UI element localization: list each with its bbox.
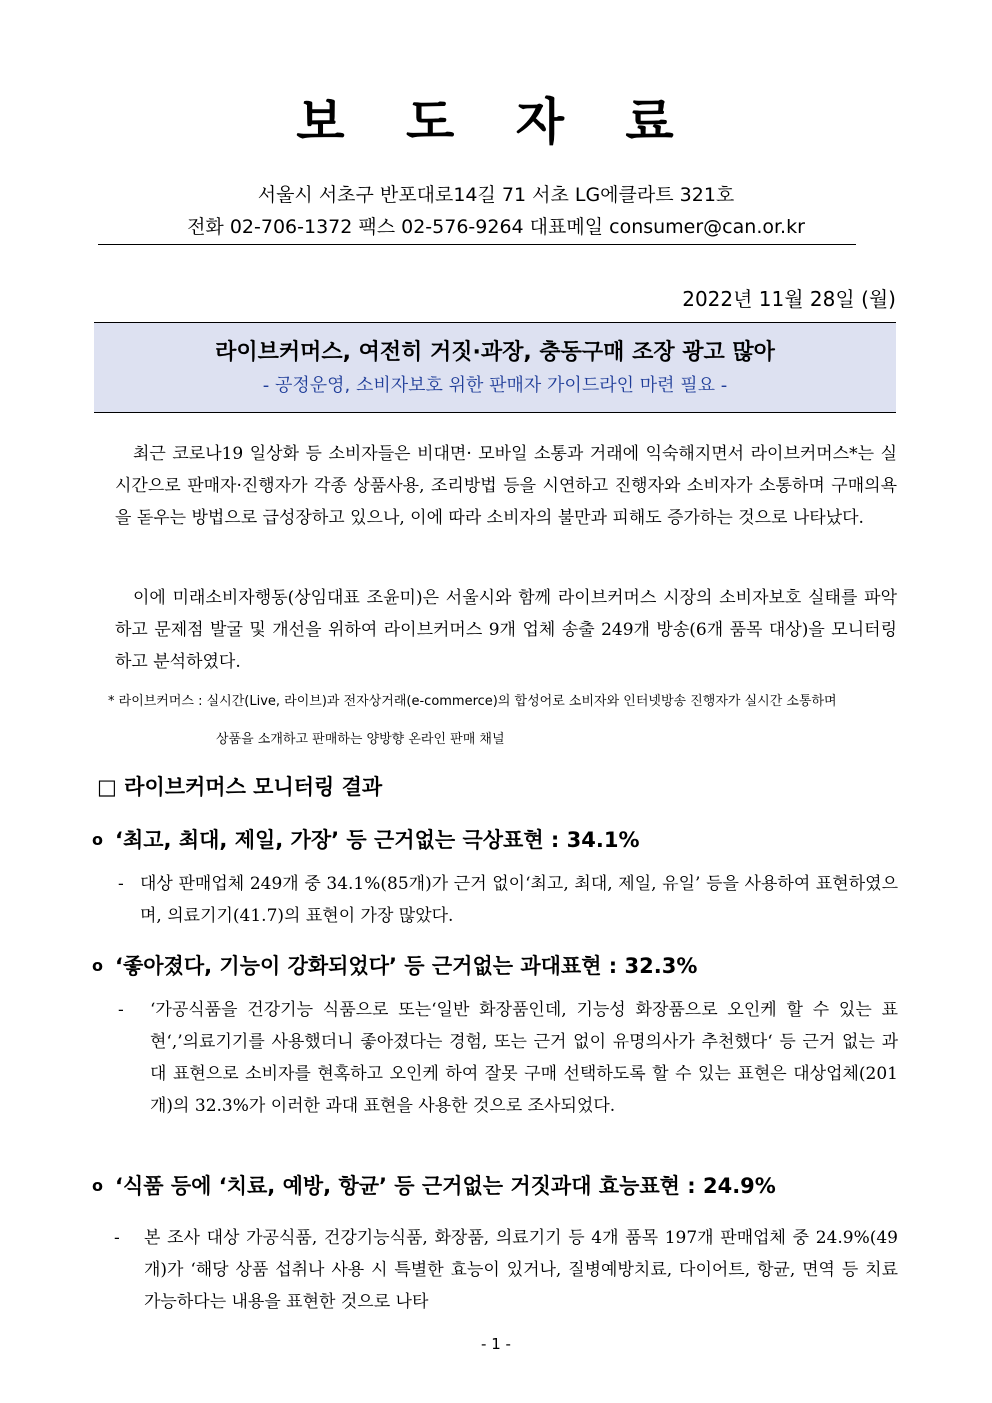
- page-number: - 1 -: [481, 1335, 511, 1353]
- finding-2-text: ‘가공식품을 건강기능 식품으로 또는‘일반 화장품인데, 기능성 화장품으로 오인케 할 수 있는 표현‘,’의료기기를 사용했더니 좋아졌다는 경험, 또는 근거 없이 유명의사가 추천했다‘ 등 근거 없는 과대 표현으로 소비자를 현혹하고 오인케 하여 잘못 구매 선택하도록 할 수 있는 표현은 대상업체(201개)의 32.3%가 이러한 과대 표현을 사용한 것으로 조사되었다.: [150, 1000, 898, 1116]
- bullet-icon: o: [92, 956, 103, 975]
- finding-2-detail: [118, 994, 898, 1122]
- headline-subtitle: - 공정운영, 소비자보호 위한 판매자 가이드라인 마련 필요 -: [262, 375, 728, 396]
- body-paragraph-1: 최근 코로나19 일상화 등 소비자들은 비대면· 모바일 소통과 거래에 익숙해지면서 라이브커머스*는 실시간으로 판매자·진행자가 각종 상품사용, 조리방법 등을 시연하고 진행자와 소비자가 소통하며 구매의욕을 돋우는 방법으로 급성장하고 있으나, 이에 따라 소비자의 불만과 피해도 증가하는 것으로 나타났다.: [115, 444, 897, 528]
- finding-1-title-text: ‘최고, 최대, 제일, 가장’ 등 근거없는 극상표현 : 34.1%: [115, 828, 640, 852]
- footnote-line-2: 상품을 소개하고 판매하는 양방향 온라인 판매 채널: [216, 732, 505, 747]
- finding-3-title-text: ‘식품 등에 ‘치료, 예방, 항균’ 등 근거없는 거짓과대 효능표현 : 24.9%: [115, 1174, 776, 1198]
- finding-3-detail: [114, 1222, 898, 1318]
- contact-info: 전화 02-706-1372 팩스 02-576-9264 대표메일 consumer@can.or.kr: [187, 216, 805, 238]
- headline-title: 라이브커머스, 여전히 거짓·과장, 충동구매 조장 광고 많아: [215, 340, 775, 365]
- body-paragraph-2: 이에 미래소비자행동(상임대표 조윤미)은 서울시와 함께 라이브커머스 시장의 소비자보호 실태를 파악하고 문제점 발굴 및 개선을 위하여 라이브커머스 9개 업체 송출 249개 방송(6개 품목 대상)을 모니터링하고 분석하였다.: [115, 588, 897, 672]
- header-divider: [98, 244, 856, 245]
- finding-2-title-text: ‘좋아졌다, 기능이 강화되었다’ 등 근거없는 과대표현 : 32.3%: [115, 954, 698, 978]
- finding-2-title: [92, 950, 697, 982]
- bullet-icon: o: [92, 1176, 103, 1195]
- finding-3-title: [92, 1170, 776, 1202]
- section-title: □ 라이브커머스 모니터링 결과: [97, 775, 383, 799]
- finding-1-text: 대상 판매업체 249개 중 34.1%(85개)가 근거 없이‘최고, 최대, 제일, 유일’ 등을 사용하여 표현하였으며, 의료기기(41.7)의 표현이 가장 많았다.: [140, 874, 898, 926]
- dash-marker: -: [114, 1228, 120, 1248]
- finding-1-title: [92, 824, 640, 856]
- dash-marker: -: [118, 874, 124, 894]
- finding-1-detail: [118, 868, 898, 932]
- document-title: 보 도 자 료: [296, 93, 696, 151]
- finding-3-text: 본 조사 대상 가공식품, 건강기능식품, 화장품, 의료기기 등 4개 품목 197개 판매업체 중 24.9%(49개)가 ‘해당 상품 섭취나 사용 시 특별한 효능이 있거나, 질병예방치료, 다이어트, 항균, 면역 등 치료 가능하다는 내용을 표현한 것으로 나타: [144, 1228, 898, 1312]
- dash-marker: -: [118, 1000, 124, 1020]
- bullet-icon: o: [92, 830, 103, 849]
- footnote-line-1: * 라이브커머스 : 실시간(Live, 라이브)과 전자상거래(e-commerce)의 합성어로 소비자와 인터넷방송 진행자가 실시간 소통하며: [108, 694, 837, 709]
- headline-box: [94, 322, 896, 413]
- address: 서울시 서초구 반포대로14길 71 서초 LG에클라트 321호: [257, 184, 735, 206]
- release-date: 2022년 11월 28일 (월): [682, 287, 896, 311]
